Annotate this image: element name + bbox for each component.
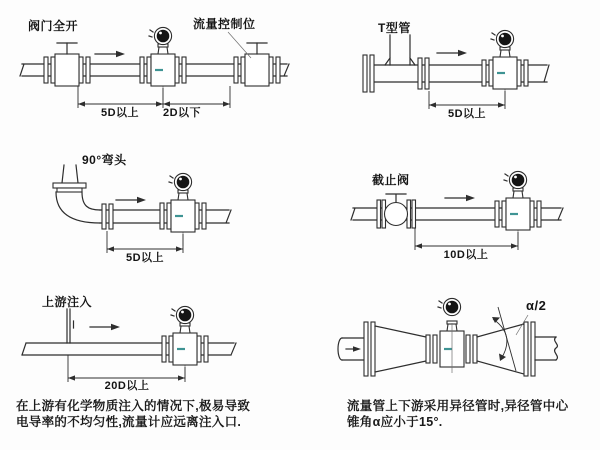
dim-5d-upstream: 5D以上 bbox=[100, 107, 140, 119]
caption-right bbox=[347, 399, 597, 430]
pipe-end-cap bbox=[338, 338, 342, 360]
globe-valve-icon bbox=[385, 203, 408, 226]
flow-control-label: 流量控制位 bbox=[193, 17, 256, 31]
caption-left-line2: 电导率的不均匀性,流量计应远离注入口. bbox=[16, 414, 242, 429]
reducer-drawing bbox=[330, 293, 590, 398]
caption-left bbox=[16, 399, 266, 430]
dim-10d: 10D以上 bbox=[443, 249, 489, 261]
flow-arrow-icon bbox=[445, 195, 475, 201]
valve-handle bbox=[386, 194, 406, 202]
diagram-injection bbox=[10, 293, 300, 398]
dim-20d: 20D以上 bbox=[104, 380, 150, 392]
pipe-break-symbol bbox=[555, 337, 558, 360]
vertical-stub-pipe bbox=[62, 165, 78, 183]
dim-2d-downstream: 2D以下 bbox=[162, 107, 202, 119]
diagram-elbow bbox=[30, 150, 300, 275]
stop-valve-label: 截止阀 bbox=[372, 173, 410, 187]
diagram-stop-valve bbox=[330, 168, 590, 273]
diagram-t-pipe bbox=[300, 8, 600, 136]
diagram-valve-full-open bbox=[0, 8, 300, 136]
flow-arrow-icon bbox=[437, 50, 467, 56]
flow-arrow-icon bbox=[95, 51, 125, 57]
flow-arrow-icon bbox=[116, 197, 146, 203]
dim-5d: 5D以上 bbox=[125, 252, 165, 264]
flow-arrow-icon bbox=[90, 324, 120, 330]
elbow-inner-curve bbox=[82, 192, 100, 210]
angle-arc bbox=[493, 319, 507, 359]
elbow-label: 90°弯头 bbox=[82, 153, 127, 167]
angle-label: α/2 bbox=[526, 298, 547, 313]
t-pipe-label: T型管 bbox=[378, 21, 411, 35]
caption-left-line1: 在上游有化学物质注入的情况下,极易导致 bbox=[16, 399, 251, 413]
caption-right-line2: 锥角α应小于15°. bbox=[347, 414, 443, 429]
reducer-cone-downstream bbox=[477, 324, 524, 374]
diagram-reducer bbox=[330, 293, 590, 398]
injection-tube bbox=[67, 309, 74, 343]
injection-label: 上游注入 bbox=[42, 295, 93, 309]
dim-5d: 5D以上 bbox=[447, 108, 487, 120]
branch-pipe bbox=[385, 35, 415, 65]
elbow-outer-curve bbox=[56, 192, 100, 223]
control-valve-icon bbox=[234, 43, 280, 86]
gate-valve-icon bbox=[44, 43, 90, 86]
caption-right-line1: 流量管上下游采用异径管时,异径管中心 bbox=[347, 399, 569, 413]
reducer-cone-upstream bbox=[375, 326, 426, 372]
valve-open-label: 阀门全开 bbox=[28, 19, 79, 33]
